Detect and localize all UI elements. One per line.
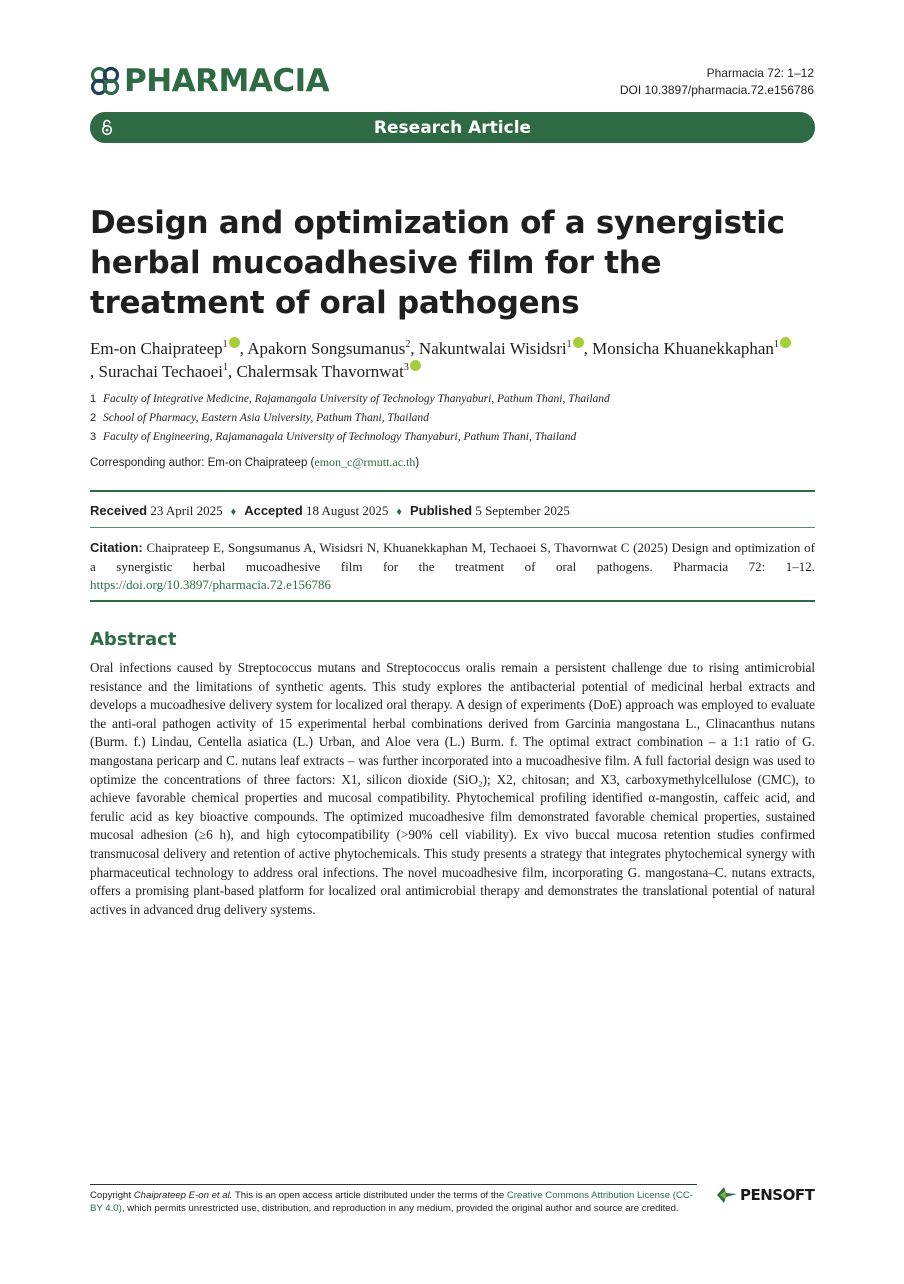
affiliation-text: School of Pharmacy, Eastern Asia University, Pathum Thani, Thailand — [103, 412, 429, 424]
copyright-notice — [90, 1189, 700, 1215]
accepted-date: 18 August 2025 — [305, 503, 389, 518]
orcid-icon[interactable] — [573, 337, 584, 348]
affiliation-number: 2 — [90, 412, 97, 424]
published-label: Published — [409, 503, 473, 518]
journal-meta — [620, 65, 814, 99]
diamond-separator-icon: ♦ — [230, 506, 237, 518]
article-title: Design and optimization of a synergistic herbal mucoadhesive film for the treatment of oral pathogens — [90, 205, 785, 321]
copyright-text: This is an open access article distributed under the terms of the — [234, 1190, 505, 1201]
copyright-prefix: Copyright — [90, 1190, 132, 1201]
footer-divider — [90, 1184, 697, 1185]
orcid-icon[interactable] — [229, 337, 240, 348]
author-name[interactable]: Em-on Chaiprateep — [90, 339, 223, 358]
citation-label: Citation: — [90, 540, 143, 555]
citation-block — [90, 539, 815, 595]
article-type-label: Research Article — [373, 118, 532, 138]
author-affiliation-ref: 2 — [405, 339, 411, 350]
affiliation-number: 1 — [90, 393, 97, 405]
journal-name: PHARMACIA — [124, 63, 330, 99]
section-divider — [90, 527, 815, 528]
diamond-separator-icon: ♦ — [396, 506, 402, 518]
journal-doi[interactable]: DOI 10.3897/pharmacia.72.e156786 — [619, 83, 814, 97]
citation-doi-link[interactable]: https://doi.org/10.3897/pharmacia.72.e156786 — [90, 577, 331, 592]
affiliation-item — [90, 390, 610, 409]
journal-citation-line: Pharmacia 72: 1–12 — [706, 66, 814, 80]
affiliation-number: 3 — [90, 431, 97, 443]
pensoft-logo-icon — [716, 1185, 738, 1205]
author-name[interactable]: Surachai Techaoei — [98, 362, 224, 381]
abstract-heading: Abstract — [90, 629, 177, 650]
journal-logo[interactable] — [90, 64, 329, 98]
affiliation-text: Faculty of Integrative Medicine, Rajamangala University of Technology Thanyaburi, Pathum Thani, Thailand — [103, 393, 610, 405]
author-affiliation-ref: 1 — [566, 339, 572, 350]
copyright-holder: Chaiprateep E-on et al. — [133, 1190, 233, 1201]
published-date: 5 September 2025 — [475, 503, 570, 518]
accepted-label: Accepted — [244, 503, 303, 518]
section-divider — [90, 600, 815, 602]
article-dates — [90, 502, 570, 521]
received-label: Received — [90, 503, 148, 518]
abstract-text: Oral infections caused by Streptococcus mutans and Streptococcus oralis remain a persistent challenge due to rising antimicrobial resistance and the limitations of synthetic agents. This study explores the antibacterial potential of medicinal herbal extracts and develops a mucoadhesive delivery system for localized oral therapy. A design of experiments (DoE) approach was employed to evaluate the anti-oral pathogen activity of 15 experimental herbal combinations derived from Garcinia mangostana L., Clinacanthus nutans (Burm. f.) Lindau, Centella asiatica (L.) Urban, and Aloe vera (L.) Burm. f. The optimal extract combination – a 1:1 ratio of G. mangostana pericarp and C. nutans leaf extracts – was further incorporated into a mucoadhesive film. A full factorial design was used to optimize the concentrations of three factors: X1, silicon dioxide (SiO₂); X2, chitosan; and X3, carboxymethylcellulose (CMC), to achieve favorable chemical properties and mucosal compatibility. Phytochemical profiling identified α-mangostin, caffeic acid, and ferulic acid as key bioactive compounds. The optimized mucoadhesive film demonstrated favorable chemical properties, sustained mucosal adhesion (≥6 h), and high cytocompatibility (>90% cell viability). Ex vivo buccal mucosa retention studies confirmed transmucosal delivery and retention of active phytochemicals. This study presents a strategy that integrates phytochemical synergy with pharmaceutical technology to address oral infections. The novel mucoadhesive film, incorporating G. mangostana–C. nutans extracts, offers a promising plant-based platform for localized oral antimicrobial therapy and demonstrates the translational potential of natural actives in advanced drug delivery systems. — [90, 660, 815, 917]
article-type-bar — [90, 112, 815, 143]
license-link[interactable]: Creative Commons Attribution License (CC-BY 4.0) — [90, 1190, 693, 1214]
affiliation-item — [90, 409, 610, 428]
author-affiliation-ref: 1 — [222, 339, 228, 350]
copyright-text-end: , which permits unrestricted use, distribution, and reproduction in any medium, provided the original author and source are credited. — [121, 1203, 679, 1214]
received-date: 23 April 2025 — [150, 503, 223, 518]
corresponding-author: Corresponding author: Em-on Chaiprateep (emon_c@rmutt.ac.th) — [90, 455, 420, 469]
author-name[interactable]: Apakorn Songsumanus — [247, 339, 406, 358]
affiliation-item — [90, 428, 610, 447]
section-divider — [90, 490, 815, 492]
corresponding-author-label: Corresponding author: Em-on Chaiprateep — [90, 457, 308, 469]
orcid-icon[interactable] — [780, 337, 791, 348]
author-list: Em-on Chaiprateep$^1$ , Apakorn Songsumanus$^2$, Nakuntwalai Wisidsri$^1$ , Monsicha Khuanekkaphan$^1$ , Surachai Techaoei$^1$, Chalermsak Thavornwat$^3$ — [90, 337, 820, 383]
affiliation-list — [90, 390, 610, 447]
publisher-name: PENSOFT — [740, 1186, 815, 1204]
author-name[interactable]: Nakuntwalai Wisidsri — [418, 339, 567, 358]
author-affiliation-ref: 3 — [403, 362, 409, 373]
author-affiliation-ref: 1 — [223, 362, 229, 373]
orcid-icon[interactable] — [410, 360, 421, 371]
author-name[interactable]: Chalermsak Thavornwat — [236, 362, 404, 381]
pharmacia-logo-icon — [90, 66, 120, 96]
corresponding-email-link[interactable]: emon_c@rmutt.ac.th — [314, 455, 416, 469]
author-affiliation-ref: 1 — [773, 339, 779, 350]
publisher-logo[interactable] — [716, 1184, 814, 1206]
author-name[interactable]: Monsicha Khuanekkaphan — [592, 339, 774, 358]
affiliation-text: Faculty of Engineering, Rajamanagala University of Technology Thanyaburi, Pathum Thani, Thailand — [103, 431, 577, 443]
citation-text: Chaiprateep E, Songsumanus A, Wisidsri N, Khuanekkaphan M, Techaoei S, Thavornwat C (2025) Design and optimization of a synergistic herbal mucoadhesive film for the treatment of oral pathogens. Pharmacia 72: 1–12. — [90, 540, 816, 574]
